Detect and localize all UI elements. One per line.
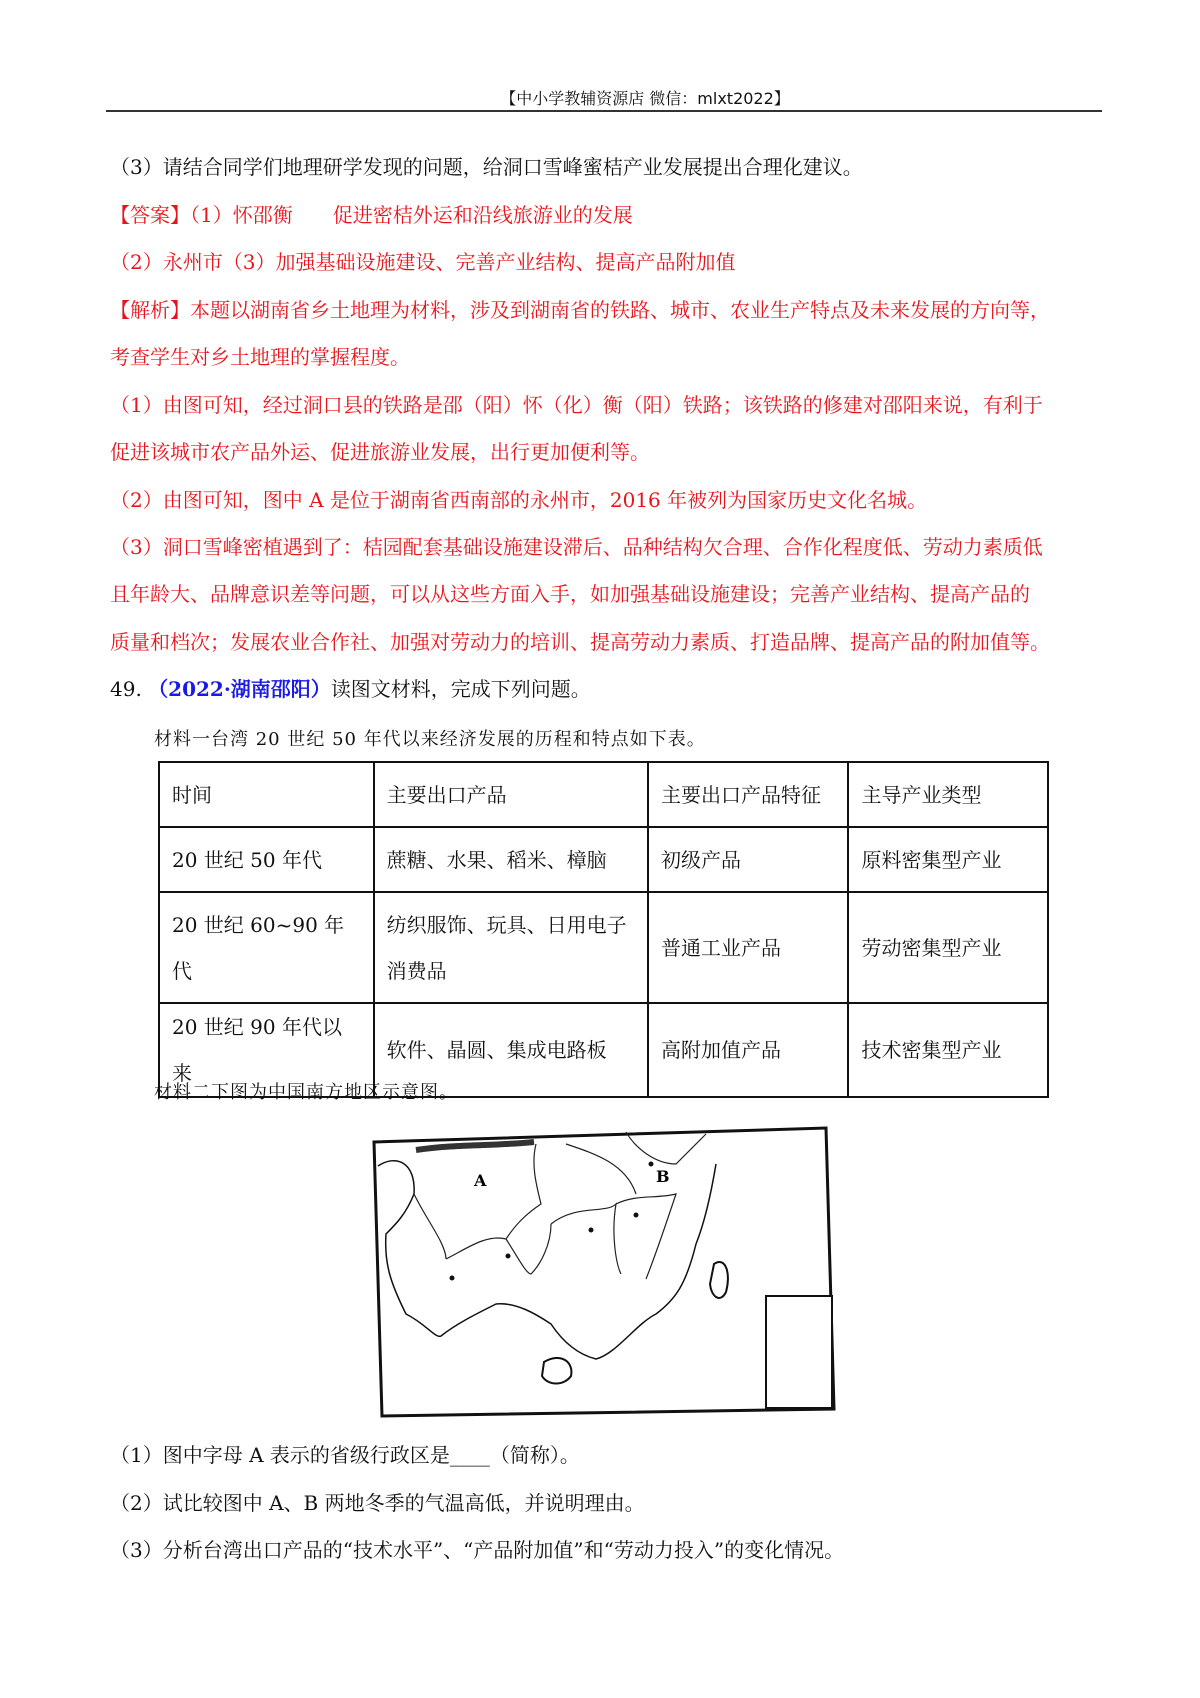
table-cell: 20 世纪 50 年代 xyxy=(159,827,374,892)
answer-line-1: 【答案】（1）怀邵衡 促进密桔外运和沿线旅游业的发展 xyxy=(110,203,633,227)
analysis-line-1: 【解析】本题以湖南省乡土地理为材料，涉及到湖南省的铁路、城市、农业生产特点及未来发展的方向等， xyxy=(110,298,1050,322)
map-label-b: B xyxy=(656,1167,670,1186)
table-cell: 初级产品 xyxy=(648,827,849,892)
table-cell: 劳动密集型产业 xyxy=(848,892,1048,1003)
taiwan-economy-table xyxy=(158,761,1049,1098)
table-cell: 普通工业产品 xyxy=(648,892,849,1003)
city-dot xyxy=(649,1162,654,1167)
material-1-caption: 材料一台湾 20 世纪 50 年代以来经济发展的历程和特点如下表。 xyxy=(154,729,706,750)
question-source: （2022·湖南邵阳） xyxy=(148,677,331,701)
map-label-a: A xyxy=(474,1171,487,1190)
table-row xyxy=(159,892,1048,1003)
table-cell: 蔗糖、水果、稻米、樟脑 xyxy=(374,827,648,892)
table-cell: 20 世纪 60~90 年代 xyxy=(159,892,374,1003)
city-dot xyxy=(589,1228,594,1233)
question-3-text: （3）请结合同学们地理研学发现的问题，给洞口雪峰蜜桔产业发展提出合理化建议。 xyxy=(110,155,863,179)
question-49-heading xyxy=(110,676,591,702)
south-china-sea-inset xyxy=(766,1296,832,1408)
page-header: 【中小学教辅资源店 微信：mlxt2022】 xyxy=(500,89,790,108)
question-49-1: （1）图中字母 A 表示的省级行政区是____（简称）。 xyxy=(110,1443,580,1467)
table-row xyxy=(159,827,1048,892)
city-dot xyxy=(634,1213,639,1218)
table-header-cell: 时间 xyxy=(159,762,374,827)
table-header-cell: 主要出口产品 xyxy=(374,762,648,827)
answer-line-2: （2）永州市（3）加强基础设施建设、完善产业结构、提高产品附加值 xyxy=(110,250,736,274)
table-header-row xyxy=(159,762,1048,827)
analysis-line-3: （1）由图可知，经过洞口县的铁路是邵（阳）怀（化）衡（阳）铁路；该铁路的修建对邵阳来说，有利于 xyxy=(110,393,1043,417)
question-49-3: （3）分析台湾出口产品的“技术水平”、“产品附加值”和“劳动力投入”的变化情况。 xyxy=(110,1538,845,1562)
analysis-line-6: （3）洞口雪峰密植遇到了：桔园配套基础设施建设滞后、品种结构欠合理、合作化程度低、劳动力素质低 xyxy=(110,535,1043,559)
question-instruction: 读图文材料，完成下列问题。 xyxy=(330,677,591,701)
table-cell: 高附加值产品 xyxy=(648,1003,849,1097)
hainan-island xyxy=(542,1358,571,1384)
analysis-line-5: （2）由图可知，图中 A 是位于湖南省西南部的永州市，2016 年被列为国家历史文化名城。 xyxy=(110,488,928,512)
table-header-cell: 主要出口产品特征 xyxy=(648,762,849,827)
table-cell: 软件、晶圆、集成电路板 xyxy=(374,1003,648,1097)
table-cell: 技术密集型产业 xyxy=(848,1003,1048,1097)
analysis-line-2: 考查学生对乡土地理的掌握程度。 xyxy=(110,345,410,369)
table-cell: 原料密集型产业 xyxy=(848,827,1048,892)
city-dot xyxy=(450,1276,455,1281)
city-dot xyxy=(506,1254,511,1259)
south-china-map xyxy=(366,1124,846,1424)
header-rule xyxy=(106,110,1102,112)
analysis-line-7: 且年龄大、品牌意识差等问题，可以从这些方面入手，如加强基础设施建设；完善产业结构、提高产品的 xyxy=(110,582,1030,606)
question-49-2: （2）试比较图中 A、B 两地冬季的气温高低，并说明理由。 xyxy=(110,1491,645,1515)
table-cell: 20 世纪 90 年代以来 xyxy=(159,1003,374,1097)
table-cell: 纺织服饰、玩具、日用电子消费品 xyxy=(374,892,648,1003)
question-number: 49. xyxy=(110,677,142,701)
material-2-caption: 材料二下图为中国南方地区示意图。 xyxy=(154,1082,458,1103)
analysis-line-4: 促进该城市农产品外运、促进旅游业发展，出行更加便利等。 xyxy=(110,440,650,464)
taiwan-island xyxy=(710,1262,728,1298)
analysis-line-8: 质量和档次；发展农业合作社、加强对劳动力的培训、提高劳动力素质、打造品牌、提高产品的附加值等。 xyxy=(110,630,1050,654)
table-header-cell: 主导产业类型 xyxy=(848,762,1048,827)
